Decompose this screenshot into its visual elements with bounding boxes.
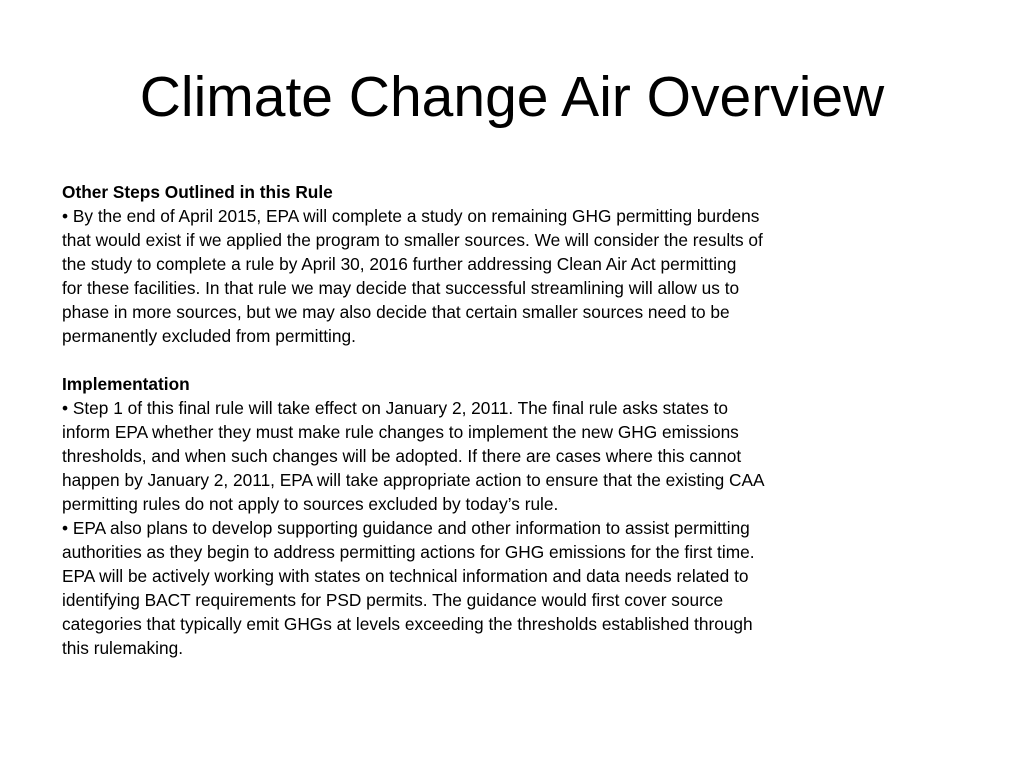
body-line: thresholds, and when such changes will be adopted. If there are cases where this cannot bbox=[62, 446, 742, 466]
body-line: that would exist if we applied the program to smaller sources. We will consider the results of bbox=[62, 230, 763, 250]
body-line: categories that typically emit GHGs at levels exceeding the thresholds established through bbox=[62, 614, 753, 634]
body-line: EPA will be actively working with states on technical information and data needs related to bbox=[62, 566, 749, 586]
body-line: the study to complete a rule by April 30, 2016 further addressing Clean Air Act permitting bbox=[62, 254, 737, 274]
body-line: happen by January 2, 2011, EPA will take appropriate action to ensure that the existing CAA bbox=[62, 470, 765, 490]
body-line: • Step 1 of this final rule will take effect on January 2, 2011. The final rule asks states to bbox=[62, 398, 728, 418]
slide-body bbox=[62, 180, 892, 660]
section-spacer bbox=[62, 348, 892, 372]
slide-title: Climate Change Air Overview bbox=[139, 65, 885, 129]
section-other-steps bbox=[62, 180, 892, 348]
body-line: authorities as they begin to address permitting actions for GHG emissions for the first time. bbox=[62, 542, 755, 562]
body-line: phase in more sources, but we may also decide that certain smaller sources need to be bbox=[62, 302, 730, 322]
body-line: inform EPA whether they must make rule changes to implement the new GHG emissions bbox=[62, 422, 739, 442]
body-line: • EPA also plans to develop supporting guidance and other information to assist permitting bbox=[62, 518, 750, 538]
body-line: permitting rules do not apply to sources excluded by today’s rule. bbox=[62, 494, 559, 514]
section-heading: Other Steps Outlined in this Rule bbox=[62, 182, 333, 202]
body-line: identifying BACT requirements for PSD permits. The guidance would first cover source bbox=[62, 590, 724, 610]
section-implementation bbox=[62, 372, 892, 660]
body-line: permanently excluded from permitting. bbox=[62, 326, 356, 346]
body-line: this rulemaking. bbox=[62, 638, 184, 658]
body-line: • By the end of April 2015, EPA will complete a study on remaining GHG permitting burdens bbox=[62, 206, 760, 226]
body-line: for these facilities. In that rule we may decide that successful streamlining will allow us to bbox=[62, 278, 740, 298]
section-heading: Implementation bbox=[62, 374, 190, 394]
